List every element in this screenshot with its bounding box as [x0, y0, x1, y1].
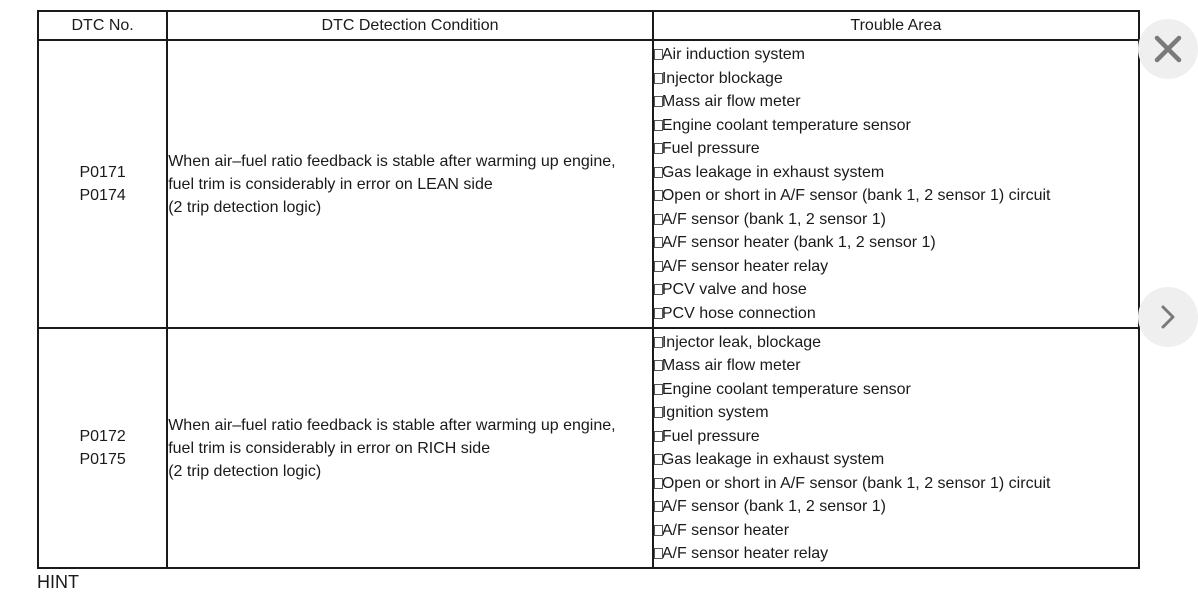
list-item [654, 331, 1138, 355]
trouble-area-text: Open or short in A/F sensor (bank 1, 2 sensor 1) circuit [661, 474, 1051, 492]
trouble-area-list [654, 43, 1138, 325]
bullet-box-icon [654, 96, 663, 107]
close-button[interactable] [1138, 19, 1198, 79]
next-button[interactable] [1138, 287, 1198, 347]
trouble-area-text: Mass air flow meter [661, 357, 801, 374]
dtc-codes-cell [38, 40, 167, 328]
table-row [38, 40, 1139, 328]
bullet-box-icon [654, 478, 663, 489]
trouble-area-text: Engine coolant temperature sensor [661, 380, 911, 398]
trouble-area-text: A/F sensor (bank 1, 2 sensor 1) [661, 498, 886, 515]
bullet-box-icon [654, 284, 663, 295]
bullet-box-icon [654, 308, 663, 319]
bullet-box-icon [654, 120, 663, 131]
bullet-box-icon [654, 548, 663, 559]
bullet-box-icon [654, 337, 663, 348]
trouble-area-text: Gas leakage in exhaust system [661, 451, 885, 468]
dtc-code: P0174 [79, 187, 126, 204]
close-icon [1153, 34, 1183, 64]
dtc-code: P0171 [79, 164, 126, 181]
trouble-area-text: Gas leakage in exhaust system [661, 163, 885, 181]
list-item [654, 302, 1138, 326]
dtc-codes-cell [38, 328, 167, 568]
bullet-box-icon [654, 73, 663, 84]
condition-line: fuel trim is considerably in error on LEAN side [168, 175, 493, 193]
condition-line: When air–fuel ratio feedback is stable after warming up engine, [168, 152, 616, 170]
bullet-box-icon [654, 237, 663, 248]
condition-line: When air–fuel ratio feedback is stable after warming up engine, [168, 416, 616, 434]
trouble-area-cell [653, 40, 1139, 328]
list-item [654, 231, 1138, 255]
list-item [654, 208, 1138, 232]
trouble-area-text: Air induction system [661, 46, 806, 63]
table-header-row [38, 11, 1139, 40]
header-trouble-area: Trouble Area [653, 11, 1139, 40]
trouble-area-list [654, 331, 1138, 566]
bullet-box-icon [654, 49, 663, 60]
list-item [654, 472, 1138, 496]
list-item [654, 161, 1138, 185]
list-item [654, 137, 1138, 161]
bullet-box-icon [654, 525, 663, 536]
bullet-box-icon [654, 431, 663, 442]
list-item [654, 354, 1138, 378]
condition-line: fuel trim is considerably in error on RICH side [168, 439, 491, 457]
trouble-area-text: PCV hose connection [661, 304, 816, 322]
bullet-box-icon [654, 214, 663, 225]
header-dtc-no: DTC No. [38, 11, 167, 40]
dtc-code: P0172 [79, 428, 126, 445]
trouble-area-text: A/F sensor heater [661, 521, 790, 539]
trouble-area-text: A/F sensor heater relay [661, 545, 829, 562]
trouble-area-text: Ignition system [661, 404, 769, 421]
list-item [654, 184, 1138, 208]
bullet-box-icon [654, 407, 663, 418]
list-item [654, 278, 1138, 302]
list-item [654, 114, 1138, 138]
bullet-box-icon [654, 454, 663, 465]
chevron-right-icon [1158, 302, 1178, 332]
bullet-box-icon [654, 190, 663, 201]
trouble-area-text: PCV valve and hose [661, 281, 807, 298]
list-item [654, 378, 1138, 402]
bullet-box-icon [654, 360, 663, 371]
trouble-area-text: Fuel pressure [661, 427, 760, 445]
bullet-box-icon [654, 167, 663, 178]
trouble-area-text: Open or short in A/F sensor (bank 1, 2 sensor 1) circuit [661, 187, 1051, 204]
hint-heading: HINT [37, 572, 79, 592]
trouble-area-text: Fuel pressure [661, 140, 760, 157]
trouble-area-text: Injector blockage [661, 69, 783, 87]
condition-line: (2 trip detection logic) [168, 198, 322, 216]
detection-condition-cell [167, 328, 653, 568]
dtc-code: P0175 [79, 451, 126, 468]
list-item [654, 255, 1138, 279]
dtc-table [37, 10, 1140, 569]
list-item [654, 425, 1138, 449]
bullet-box-icon [654, 384, 663, 395]
bullet-box-icon [654, 501, 663, 512]
list-item [654, 495, 1138, 519]
bullet-box-icon [654, 143, 663, 154]
detection-condition-cell [167, 40, 653, 328]
list-item [654, 43, 1138, 67]
trouble-area-cell [653, 328, 1139, 568]
trouble-area-text: Engine coolant temperature sensor [661, 116, 911, 134]
bullet-box-icon [654, 261, 663, 272]
list-item [654, 67, 1138, 91]
trouble-area-text: A/F sensor heater relay [661, 257, 829, 275]
table-row [38, 328, 1139, 568]
condition-line: (2 trip detection logic) [168, 462, 322, 480]
trouble-area-text: Mass air flow meter [661, 93, 801, 110]
header-detection-condition: DTC Detection Condition [167, 11, 653, 40]
trouble-area-text: Injector leak, blockage [661, 333, 822, 351]
list-item [654, 448, 1138, 472]
list-item [654, 519, 1138, 543]
trouble-area-text: A/F sensor heater (bank 1, 2 sensor 1) [661, 234, 936, 251]
list-item [654, 90, 1138, 114]
list-item [654, 542, 1138, 566]
trouble-area-text: A/F sensor (bank 1, 2 sensor 1) [661, 210, 886, 228]
list-item [654, 401, 1138, 425]
